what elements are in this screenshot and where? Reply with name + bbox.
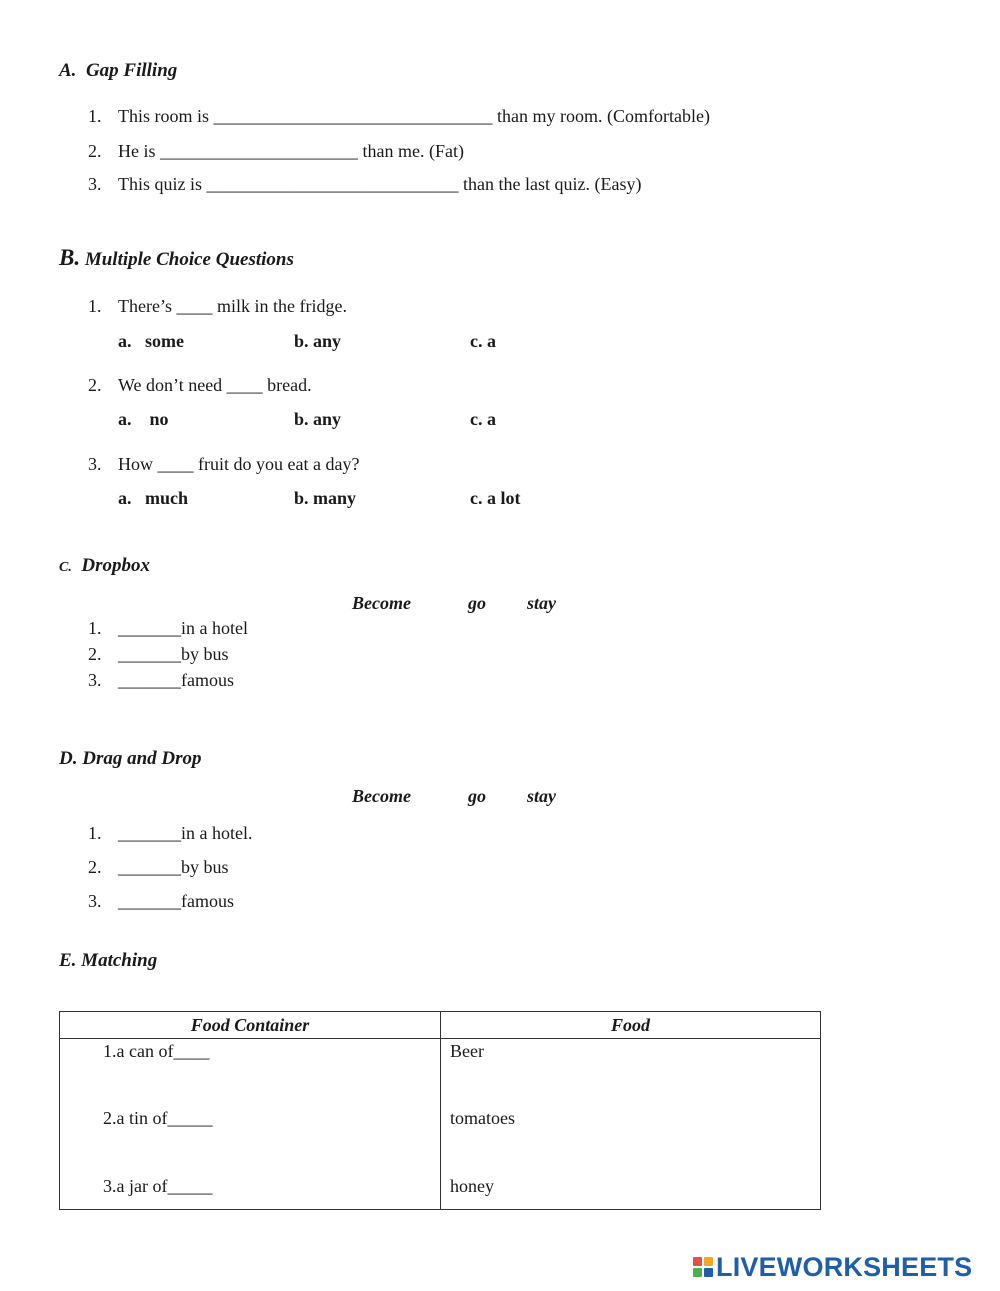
- list-item[interactable]: 2. _______by bus: [88, 857, 229, 877]
- option-b[interactable]: b. many: [294, 488, 357, 508]
- list-item[interactable]: 3. _______famous: [88, 670, 234, 690]
- list-item: 2. He is ______________________ than me. (Fat): [88, 141, 464, 161]
- question: 1. There’s ____ milk in the fridge.: [88, 296, 347, 316]
- option-c[interactable]: c. a lot: [470, 488, 521, 508]
- list-item[interactable]: 3. _______famous: [88, 891, 234, 911]
- word-bank-item: go: [468, 593, 486, 613]
- list-item[interactable]: 1. _______in a hotel: [88, 618, 248, 638]
- list-item[interactable]: 1. _______in a hotel.: [88, 823, 253, 843]
- list-item: 3. This quiz is ____________________________ than the last quiz. (Easy): [88, 174, 642, 194]
- list-item: 1. This room is _______________________________ than my room. (Comfortable): [88, 106, 710, 126]
- word-bank-item[interactable]: go: [468, 786, 486, 806]
- section-e-title: E. Matching: [59, 950, 158, 971]
- food-item[interactable]: Beer: [450, 1041, 484, 1061]
- option-a[interactable]: a. much: [118, 488, 189, 508]
- containers-cell: [60, 1039, 441, 1210]
- column-header: Food Container: [60, 1012, 441, 1039]
- section-b-title: B. Multiple Choice Questions: [59, 245, 294, 270]
- foods-cell: [441, 1039, 821, 1210]
- food-item[interactable]: tomatoes: [450, 1108, 515, 1128]
- container-item[interactable]: 2.a tin of_____: [103, 1108, 213, 1128]
- section-c-title: C. Dropbox: [59, 555, 150, 576]
- question: 3. How ____ fruit do you eat a day?: [88, 454, 360, 474]
- section-a-title: A. Gap Filling: [59, 60, 178, 81]
- food-item[interactable]: honey: [450, 1176, 494, 1196]
- container-item[interactable]: 1.a can of____: [103, 1041, 210, 1061]
- word-bank-item[interactable]: Become: [352, 786, 411, 806]
- question: 2. We don’t need ____ bread.: [88, 375, 312, 395]
- container-item[interactable]: 3.a jar of_____: [103, 1176, 213, 1196]
- column-header: Food: [441, 1012, 821, 1039]
- option-c[interactable]: c. a: [470, 409, 496, 429]
- option-b[interactable]: b. any: [294, 331, 342, 351]
- word-bank-item: stay: [527, 593, 556, 613]
- word-bank-item: Become: [352, 593, 411, 613]
- section-d-title: D. Drag and Drop: [59, 748, 202, 769]
- logo-text: LIVEWORKSHEETS: [716, 1251, 973, 1282]
- option-b[interactable]: b. any: [294, 409, 342, 429]
- logo-mark-icon: [693, 1257, 713, 1277]
- liveworksheets-logo: [693, 1252, 972, 1282]
- option-a[interactable]: a. no: [118, 409, 169, 429]
- option-a[interactable]: a. some: [118, 331, 184, 351]
- option-c[interactable]: c. a: [470, 331, 496, 351]
- list-item[interactable]: 2. _______by bus: [88, 644, 229, 664]
- word-bank-item[interactable]: stay: [527, 786, 556, 806]
- matching-table: [59, 1011, 821, 1210]
